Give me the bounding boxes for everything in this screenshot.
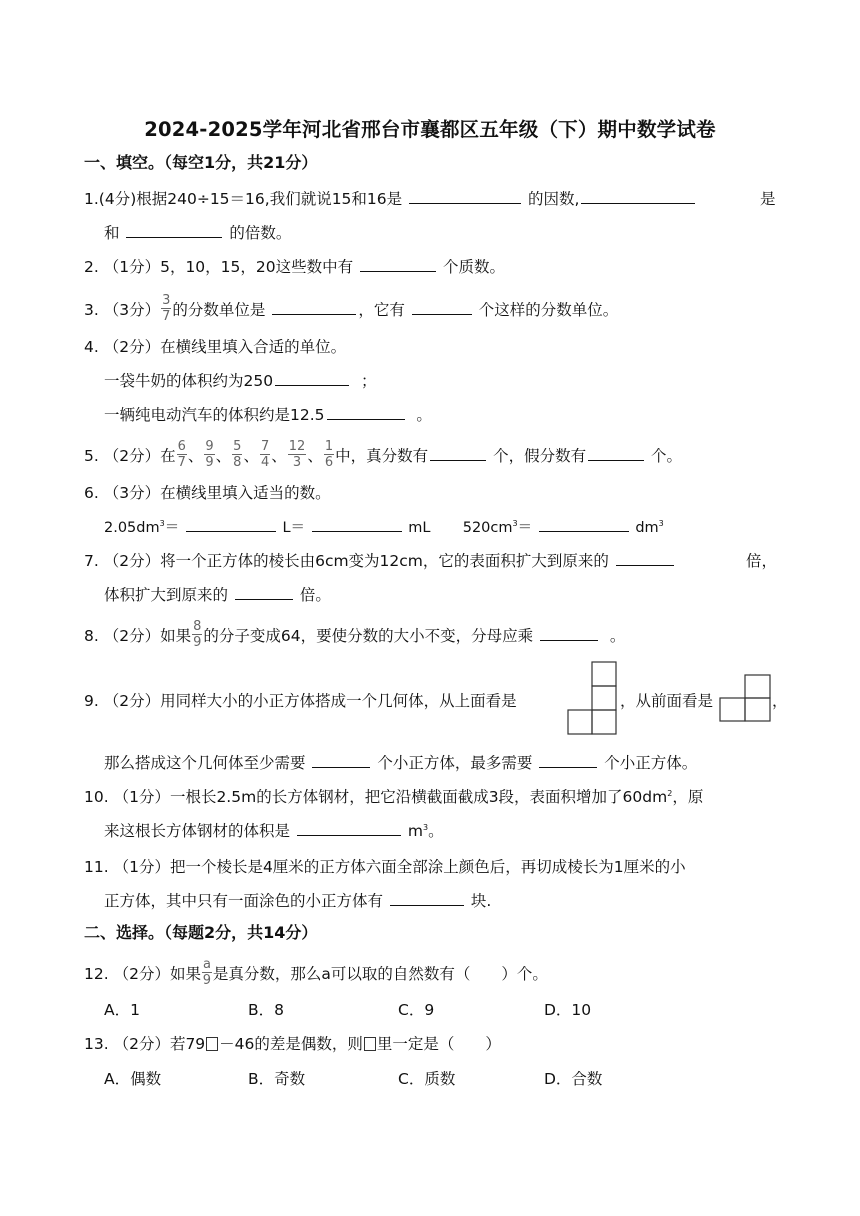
q9-text-a: 9. （2分）用同样大小的小正方体搭成一个几何体，从上面看是 [84, 692, 517, 710]
q7-text-a: 7. （2分）将一个正方体的棱长由6cm变为12cm，它的表面积扩大到原来的 [84, 552, 609, 570]
q9-blank-2[interactable] [539, 752, 597, 768]
question-2 [84, 256, 505, 278]
q10-text-a: 10. （1分）一根长2.5m的长方体钢材，把它沿横截面截成3段，表面积增加了60dm [84, 788, 668, 806]
question-5 [84, 439, 683, 471]
question-10-line-2 [104, 820, 444, 842]
q3-text-b: 的分数单位是 [172, 301, 266, 319]
q1-blank-3[interactable] [126, 222, 222, 238]
q5-fraction-5: $\frac{12}{3}$ [288, 439, 306, 470]
q9-text-e: 个小正方体，最多需要 [377, 754, 533, 772]
q1-text-c: 是 [760, 190, 776, 208]
q2-text-b: 个质数。 [442, 258, 505, 276]
q1-text-a: 1.(4分)根据240÷15＝16,我们就说15和16是 [84, 190, 403, 208]
question-7-line-1 [84, 550, 676, 572]
q5-fraction-6: $\frac{1}{6}$ [324, 439, 334, 470]
q5-blank-1[interactable] [430, 445, 486, 461]
q4-blank-2[interactable] [327, 404, 405, 420]
q5-blank-2[interactable] [588, 445, 644, 461]
q2-blank[interactable] [360, 256, 436, 272]
q9-text-f: 个小正方体。 [604, 754, 698, 772]
q6-exp-3: 3 [658, 519, 664, 528]
q6-blank-3[interactable] [539, 516, 629, 532]
q5-separator: 、 [307, 447, 323, 465]
question-9-line-2 [104, 752, 697, 774]
q7-blank-2[interactable] [235, 584, 293, 600]
q12-fraction: $\frac{a}{9}$ [202, 957, 212, 988]
q3-fraction: $\frac{3}{7}$ [162, 293, 171, 324]
q4-blank-1[interactable] [275, 370, 349, 386]
q4-text-d: 一辆纯电动汽车的体积约是12.5 [104, 406, 325, 424]
q6-text-b: 2.05dm [104, 520, 160, 536]
q11-text-b: 正方体，其中只有一面涂色的小正方体有 [104, 892, 384, 910]
question-1-line-1 [84, 188, 697, 210]
question-4-item-1 [104, 370, 376, 392]
question-6: 6. （3分）在横线里填入适当的数。 [84, 484, 331, 502]
question-11-line-1: 11. （1分）把一个棱长是4厘米的正方体六面全部涂上颜色后，再切成棱长为1厘米的小 [84, 858, 686, 876]
q8-blank[interactable] [540, 625, 598, 641]
q1-text-d: 和 [104, 224, 120, 242]
front-view-diagram [718, 673, 772, 723]
question-6-conversions [104, 516, 664, 539]
q11-blank[interactable] [390, 890, 464, 906]
top-view-cell [592, 710, 616, 734]
q5-fraction-4: $\frac{7}{4}$ [260, 439, 270, 470]
q5-text-e: 个。 [651, 447, 683, 465]
q5-text-a: 5. （2分）在 [84, 447, 176, 465]
q13-option-c[interactable]: C．质数 [398, 1070, 456, 1088]
q5-fraction-2: $\frac{9}{9}$ [205, 439, 214, 470]
question-11-line-2 [104, 890, 491, 912]
q11-text-c: 块. [470, 892, 492, 910]
q9-text-b: ，从前面看是 [620, 692, 714, 710]
q5-fraction-1: $\frac{6}{7}$ [177, 439, 186, 470]
q6-text-g: ＝ [517, 520, 533, 536]
q12-option-a[interactable]: A．1 [104, 1001, 140, 1019]
q1-text-b: 的因数, [528, 190, 580, 208]
question-7-line-2 [104, 584, 331, 606]
q13-digit-box [364, 1037, 376, 1051]
section-1-heading: 一、填空。（每空1分，共21分） [84, 153, 318, 172]
q6-text-d: L＝ [282, 520, 306, 536]
q6-exp-1: 3 [159, 519, 165, 528]
question-4-item-2 [104, 404, 432, 426]
question-12 [84, 957, 548, 989]
q4-text-c: ； [360, 372, 377, 390]
q10-text-c: 来这根长方体钢材的体积是 [104, 822, 291, 840]
q1-blank-2[interactable] [581, 188, 695, 204]
question-4: 4. （2分）在横线里填入合适的单位。 [84, 338, 347, 356]
top-view-cell [568, 710, 592, 734]
q13-text-c: 里一定是（ ） [376, 1035, 501, 1053]
q7-text-d: 倍。 [299, 586, 331, 604]
q13-text-a: 13. （2分）若79 [84, 1035, 206, 1053]
q7-blank-1[interactable] [616, 550, 674, 566]
q13-text-b: －46的差是偶数，则 [219, 1035, 363, 1053]
q6-exp-2: 3 [512, 519, 518, 528]
question-9-line-1 [84, 690, 517, 712]
q9-text-d: 那么搭成这个几何体至少需要 [104, 754, 306, 772]
q4-text-e: 。 [416, 406, 432, 424]
q6-text-e: mL [408, 520, 431, 536]
q10-exp: 2 [667, 789, 673, 798]
q12-option-c[interactable]: C．9 [398, 1001, 435, 1019]
q12-option-d[interactable]: D．10 [544, 1001, 592, 1019]
question-10-line-1 [84, 786, 703, 808]
q13-digit-box [206, 1037, 218, 1051]
q3-blank-2[interactable] [412, 299, 472, 315]
q1-blank-1[interactable] [409, 188, 521, 204]
q5-fraction-3: $\frac{5}{8}$ [233, 439, 242, 470]
section-2-heading: 二、选择。（每题2分，共14分） [84, 923, 318, 942]
q5-separator: 、 [271, 447, 287, 465]
q8-text-c: 。 [609, 627, 626, 645]
q1-text-e: 的倍数。 [229, 224, 292, 242]
exam-title: 2024-2025学年河北省邢台市襄都区五年级（下）期中数学试卷 [144, 118, 716, 141]
q6-text-f: 520cm [462, 520, 513, 536]
q12-text-a: 12. （2分）如果 [84, 965, 201, 983]
q8-fraction: $\frac{8}{9}$ [193, 619, 202, 650]
question-3 [84, 293, 619, 325]
q5-separator: 、 [243, 447, 259, 465]
front-view-cell [720, 698, 745, 721]
q5-separator: 、 [215, 447, 232, 465]
q13-option-d[interactable]: D．合数 [544, 1070, 603, 1088]
top-view-cell [592, 686, 616, 710]
q3-text-c: ，它有 [358, 301, 405, 319]
q7-text-b: 倍， [746, 552, 778, 570]
question-13 [84, 1033, 501, 1055]
q10-text-d: m [407, 822, 423, 840]
question-1-line-2 [104, 222, 291, 244]
q5-text-b: 中，真分数有 [335, 447, 429, 465]
q3-blank-1[interactable] [272, 299, 356, 315]
top-view-diagram [566, 660, 618, 736]
q9-text-c: ， [772, 692, 788, 710]
q5-text-c: 个，假分数有 [493, 447, 587, 465]
q3-text-d: 个这样的分数单位。 [478, 301, 619, 319]
q5-separator: 、 [187, 447, 204, 465]
q12-text-b: 是真分数，那么a可以取的自然数有（ ）个。 [212, 965, 548, 983]
q10-text-e: 。 [428, 822, 444, 840]
q6-text-h: dm [635, 520, 659, 536]
q7-text-c: 体积扩大到原来的 [104, 586, 229, 604]
q8-text-b: 的分子变成64，要使分数的大小不变，分母应乘 [203, 627, 534, 645]
q9-blank-1[interactable] [312, 752, 370, 768]
q10-exp-2: 3 [423, 823, 429, 832]
q6-blank-1[interactable] [186, 516, 276, 532]
q8-text-a: 8. （2分）如果 [84, 627, 192, 645]
q3-text-a: 3. （3分） [84, 301, 161, 319]
front-view-cell [745, 675, 770, 698]
front-view-cell [745, 698, 770, 721]
q10-text-b: ，原 [672, 788, 704, 806]
q4-text-b: 一袋牛奶的体积约为250 [104, 372, 274, 390]
q10-blank[interactable] [297, 820, 401, 836]
q12-option-b[interactable]: B．8 [248, 1001, 284, 1019]
q13-option-a[interactable]: A．偶数 [104, 1070, 162, 1088]
q2-text-a: 2. （1分）5，10，15，20这些数中有 [84, 258, 354, 276]
q13-option-b[interactable]: B．奇数 [248, 1070, 306, 1088]
q6-text-c: ＝ [164, 520, 180, 536]
question-8 [84, 619, 626, 651]
top-view-cell [592, 662, 616, 686]
q6-blank-2[interactable] [312, 516, 402, 532]
